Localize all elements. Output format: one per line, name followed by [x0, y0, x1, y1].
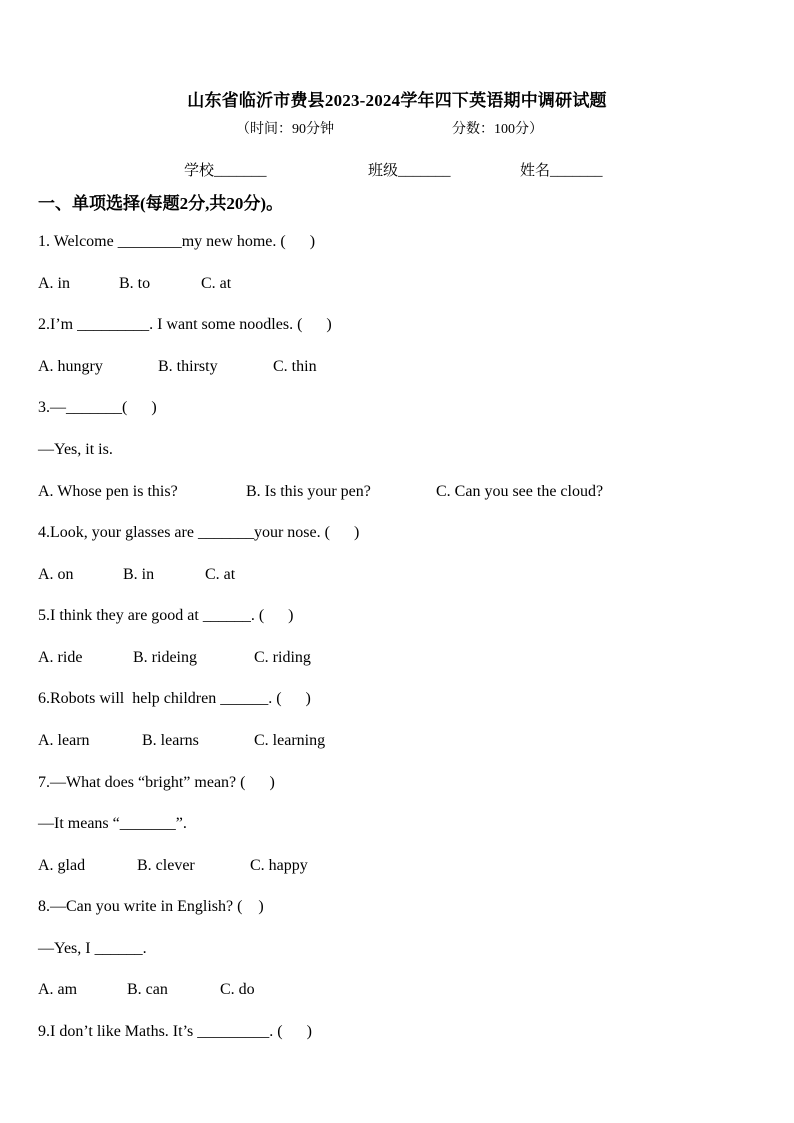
question-stem: 9.I don’t like Maths. It’s _________. ( )	[38, 1023, 312, 1040]
question-stem: 8.—Can you write in English? ( )	[38, 898, 264, 915]
option-c: C. Can you see the cloud?	[436, 483, 604, 500]
question-reply: —Yes, it is.	[38, 441, 113, 458]
question-stem: 2.I’m _________. I want some noodles. ( )	[38, 316, 332, 333]
option-b: B. to	[119, 275, 151, 292]
question-stem: 6.Robots will help children ______. ( )	[38, 690, 311, 707]
option-a: A. glad	[38, 857, 86, 874]
option-a: A. Whose pen is this?	[38, 483, 178, 500]
question-stem: 1. Welcome ________my new home. ( )	[38, 233, 316, 250]
option-b: B. thirsty	[158, 358, 218, 375]
name-field: 姓名_______	[520, 163, 603, 179]
option-a: A. am	[38, 981, 78, 998]
option-a: A. learn	[38, 732, 90, 749]
question-reply: —Yes, I ______.	[38, 940, 147, 957]
option-b: B. rideing	[133, 649, 197, 666]
option-c: C. riding	[254, 649, 311, 666]
option-c: C. at	[205, 566, 236, 583]
question-stem: 7.—What does “bright” mean? ( )	[38, 774, 275, 791]
section-heading: 一、单项选择(每题2分,共20分)。	[38, 194, 284, 213]
option-b: B. Is this your pen?	[246, 483, 371, 500]
option-c: C. at	[201, 275, 232, 292]
page-title: 山东省临沂市费县2023-2024学年四下英语期中调研试题	[187, 91, 607, 110]
exam-time: （时间：90分钟	[236, 122, 334, 137]
question-stem: 4.Look, your glasses are _______your nose. ( )	[38, 524, 360, 541]
class-field: 班级_______	[368, 163, 451, 179]
option-c: C. learning	[254, 732, 326, 749]
option-b: B. clever	[137, 857, 195, 874]
question-stem: 5.I think they are good at ______. ( )	[38, 607, 294, 624]
question-reply: —It means “_______”.	[38, 815, 187, 832]
option-c: C. thin	[273, 358, 317, 375]
option-b: B. in	[123, 566, 155, 583]
option-c: C. do	[220, 981, 255, 998]
option-a: A. hungry	[38, 358, 103, 375]
option-a: A. in	[38, 275, 70, 292]
option-c: C. happy	[250, 857, 308, 874]
question-stem: 3.—_______( )	[38, 399, 157, 416]
exam-score: 分数：100分）	[452, 122, 543, 137]
option-b: B. learns	[142, 732, 199, 749]
option-a: A. on	[38, 566, 74, 583]
option-a: A. ride	[38, 649, 83, 666]
option-b: B. can	[127, 981, 168, 998]
school-field: 学校_______	[184, 163, 267, 179]
